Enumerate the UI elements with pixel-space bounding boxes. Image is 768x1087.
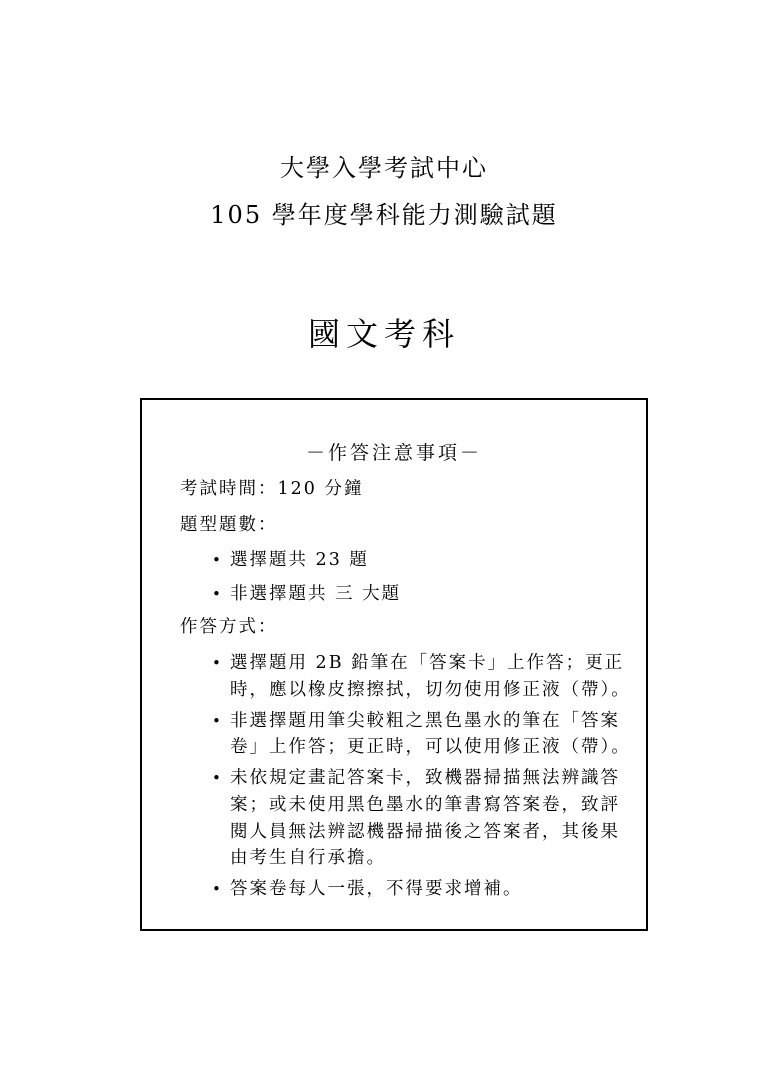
instruction-text: 案；或未使用黑色墨水的筆書寫答案卷，致評 [230, 795, 620, 815]
bullet-icon: • [212, 654, 221, 672]
question-type-non-multiple-choice: 非選擇題共 三 大題 [230, 584, 402, 604]
list-item [212, 875, 523, 900]
instruction-text: 非選擇題用筆尖較粗之黑色墨水的筆在「答案 [230, 711, 620, 731]
instruction-text: 未依規定畫記答案卡，致機器掃描無法辨識答 [230, 768, 620, 788]
notice-heading: －作答注意事項－ [305, 442, 482, 464]
exam-title: 105 學年度學科能力測驗試題 [210, 201, 558, 229]
list-item [212, 649, 624, 674]
answer-method-label: 作答方式： [180, 617, 278, 637]
notice-box [140, 398, 648, 931]
subject-title: 國文考科 [307, 315, 460, 353]
question-types-label: 題型題數： [180, 515, 278, 535]
instruction-text: 卷」上作答；更正時，可以使用修正液（帶）。 [230, 737, 631, 757]
question-type-multiple-choice: 選擇題共 23 題 [230, 550, 369, 570]
bullet-icon: • [212, 585, 221, 603]
list-item [212, 707, 620, 732]
exam-time: 考試時間：120 分鐘 [180, 479, 364, 499]
instruction-text: 由考生自行承擔。 [230, 848, 386, 868]
list-item [212, 546, 369, 571]
bullet-icon: • [212, 551, 221, 569]
organization-title: 大學入學考試中心 [280, 154, 488, 182]
bullet-icon: • [212, 712, 221, 730]
instruction-text: 選擇題用 2B 鉛筆在「答案卡」上作答；更正 [230, 653, 625, 673]
list-item [212, 580, 401, 605]
instruction-text: 答案卷每人一張，不得要求增補。 [230, 879, 523, 899]
bullet-icon: • [212, 769, 221, 787]
bullet-icon: • [212, 880, 221, 898]
instruction-text: 時，應以橡皮擦擦拭，切勿使用修正液（帶）。 [230, 680, 631, 700]
instruction-text: 閱人員無法辨認機器掃描後之答案者，其後果 [230, 822, 620, 842]
list-item [212, 764, 620, 789]
